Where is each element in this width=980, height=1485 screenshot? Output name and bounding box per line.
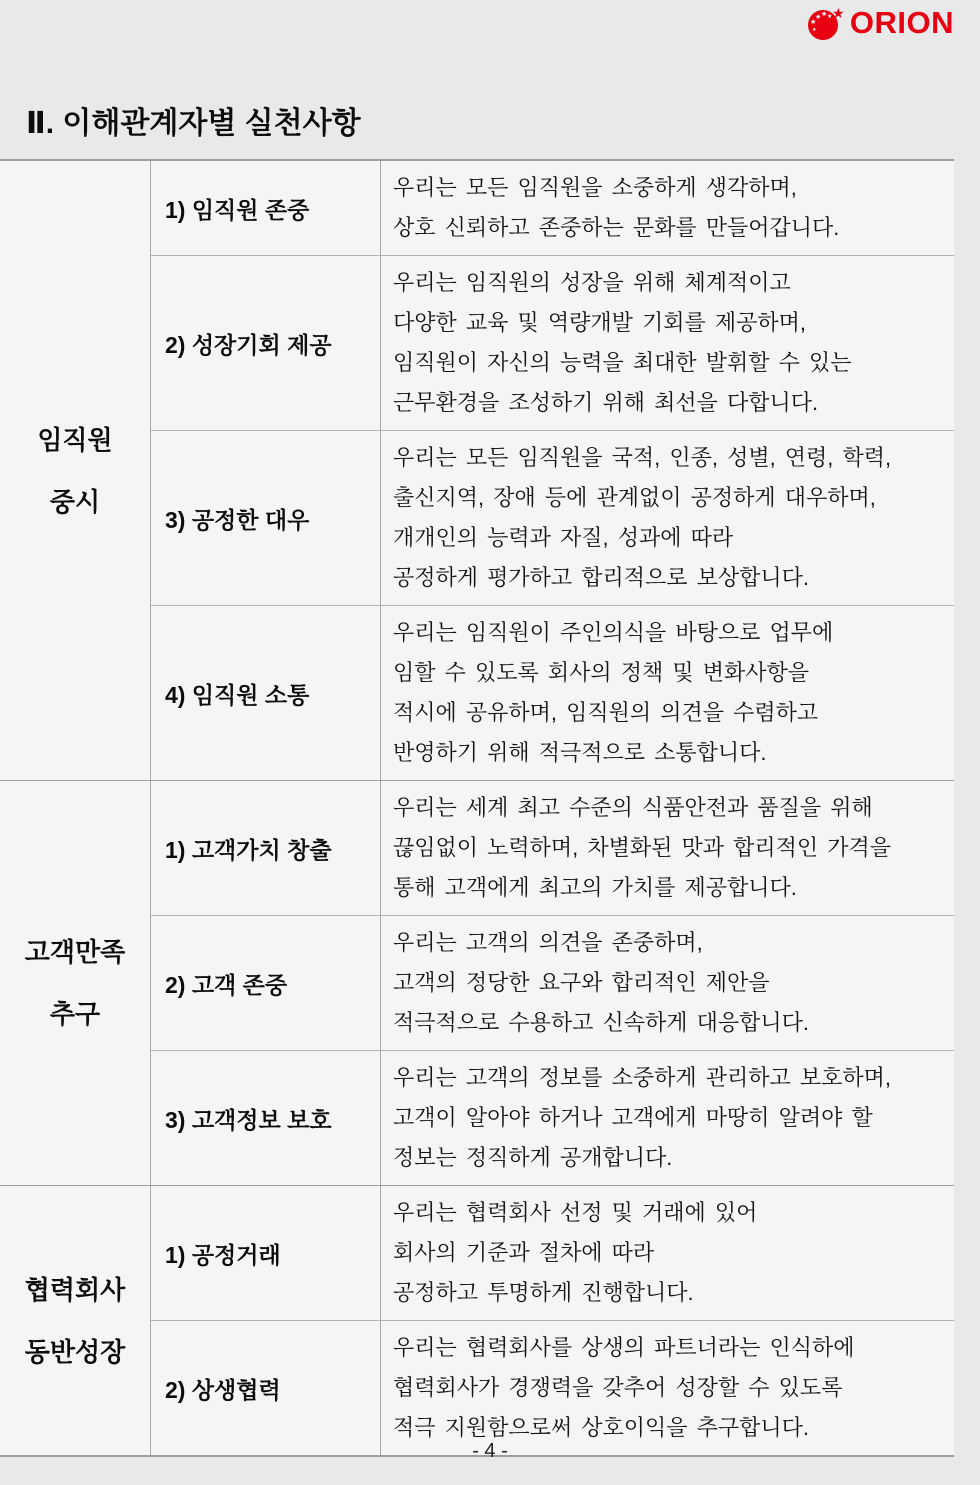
table-row (151, 255, 954, 430)
description-line: 정보는 정직하게 공개합니다. (393, 1145, 673, 1170)
item-description-cell (381, 606, 954, 780)
item-label: 2) 성장기회 제공 (165, 331, 332, 358)
description-line: 우리는 임직원이 주인의식을 바탕으로 업무에 (393, 620, 834, 645)
brand-name: ORION (849, 5, 954, 40)
category-label: 동반성장 (24, 1336, 126, 1367)
item-label-cell (151, 161, 381, 255)
description-line: 공정하고 투명하게 진행합니다. (393, 1280, 694, 1305)
item-label-cell (151, 431, 381, 605)
category-cell (0, 1186, 151, 1455)
item-label: 4) 임직원 소통 (165, 681, 310, 708)
table-section (0, 1185, 954, 1455)
description-line: 끊임없이 노력하며, 차별화된 맛과 합리적인 가격을 (393, 835, 891, 860)
category-label: 고객만족 (24, 937, 126, 967)
description-line: 우리는 모든 임직원을 소중하게 생각하며, (393, 175, 797, 200)
item-description-cell (381, 256, 954, 430)
description-line: 우리는 협력회사를 상생의 파트너라는 인식하에 (393, 1335, 855, 1360)
svg-text:★: ★ (820, 11, 828, 18)
item-label-cell (151, 781, 381, 915)
category-label: 추구 (49, 999, 101, 1029)
table-row (151, 161, 954, 255)
item-label-cell (151, 916, 381, 1050)
table-row (151, 1320, 954, 1455)
svg-text:★: ★ (811, 27, 817, 33)
page-title: Ⅱ. 이해관계자별 실천사항 (26, 107, 361, 140)
item-description-cell (381, 1051, 954, 1185)
description-line: 임할 수 있도록 회사의 정책 및 변화사항을 (393, 660, 809, 685)
description-line: 통해 고객에게 최고의 가치를 제공합니다. (393, 875, 797, 900)
item-description-cell (381, 1321, 954, 1455)
item-label: 1) 고객가치 창출 (165, 836, 332, 863)
item-label: 1) 임직원 존중 (165, 196, 310, 223)
table-row (151, 1186, 954, 1320)
table-section (0, 161, 954, 780)
description-line: 우리는 임직원의 성장을 위해 체계적이고 (393, 270, 791, 295)
category-label: 협력회사 (24, 1274, 126, 1305)
description-line: 반영하기 위해 적극적으로 소통합니다. (393, 740, 767, 765)
description-line: 우리는 세계 최고 수준의 식품안전과 품질을 위해 (393, 795, 873, 820)
svg-text:★: ★ (809, 19, 817, 26)
table-row (151, 1050, 954, 1185)
table-row (151, 430, 954, 605)
item-description-cell (381, 161, 954, 255)
table-section (0, 780, 954, 1185)
category-label: 임직원 (37, 424, 113, 455)
description-line: 우리는 협력회사 선정 및 거래에 있어 (393, 1200, 758, 1225)
description-line: 우리는 모든 임직원을 국적, 인종, 성별, 연령, 학력, (393, 445, 892, 470)
item-label: 1) 공정거래 (165, 1241, 281, 1268)
practice-table (0, 159, 954, 1457)
description-line: 출신지역, 장애 등에 관계없이 공정하게 대우하며, (393, 485, 876, 510)
section-rows (151, 1186, 954, 1455)
description-line: 개개인의 능력과 자질, 성과에 따라 (393, 525, 734, 550)
description-line: 고객이 알아야 하거나 고객에게 마땅히 알려야 할 (393, 1105, 873, 1130)
item-description-cell (381, 781, 954, 915)
table-row (151, 915, 954, 1050)
description-line: 근무환경을 조성하기 위해 최선을 다합니다. (393, 390, 819, 415)
item-label: 2) 상생협력 (165, 1376, 281, 1403)
description-line: 우리는 고객의 정보를 소중하게 관리하고 보호하며, (393, 1065, 891, 1090)
description-line: 적시에 공유하며, 임직원의 의견을 수렴하고 (393, 700, 819, 725)
category-cell (0, 781, 151, 1185)
item-label: 3) 공정한 대우 (165, 506, 310, 533)
table-row (151, 781, 954, 915)
description-line: 적극적으로 수용하고 신속하게 대응합니다. (393, 1010, 809, 1035)
description-line: 회사의 기준과 절차에 따라 (393, 1240, 655, 1265)
item-label-cell (151, 1051, 381, 1185)
svg-text:★: ★ (826, 14, 833, 20)
description-line: 공정하게 평가하고 합리적으로 보상합니다. (393, 565, 809, 590)
page-number: - 4 - (472, 1440, 508, 1462)
item-description-cell (381, 916, 954, 1050)
description-line: 임직원이 자신의 능력을 최대한 발휘할 수 있는 (393, 350, 852, 375)
table-row (151, 605, 954, 780)
item-label-cell (151, 1321, 381, 1455)
category-label: 중시 (49, 486, 101, 517)
item-label-cell (151, 256, 381, 430)
description-line: 다양한 교육 및 역량개발 기회를 제공하며, (393, 310, 806, 335)
svg-text:★: ★ (814, 14, 822, 21)
item-label: 2) 고객 존중 (165, 971, 288, 998)
description-line: 적극 지원함으로써 상호이익을 추구합니다. (393, 1415, 809, 1440)
description-line: 상호 신뢰하고 존중하는 문화를 만들어갑니다. (393, 215, 840, 240)
item-label-cell (151, 606, 381, 780)
svg-text:★: ★ (831, 5, 845, 21)
item-label-cell (151, 1186, 381, 1320)
item-label: 3) 고객정보 보호 (165, 1106, 332, 1133)
item-description-cell (381, 431, 954, 605)
description-line: 우리는 고객의 의견을 존중하며, (393, 930, 703, 955)
orion-logo (806, 4, 954, 42)
section-rows (151, 161, 954, 780)
description-line: 고객의 정당한 요구와 합리적인 제안을 (393, 970, 770, 995)
category-cell (0, 161, 151, 780)
section-rows (151, 781, 954, 1185)
globe-stars-icon (806, 4, 846, 42)
description-line: 협력회사가 경쟁력을 갖추어 성장할 수 있도록 (393, 1375, 843, 1400)
item-description-cell (381, 1186, 954, 1320)
